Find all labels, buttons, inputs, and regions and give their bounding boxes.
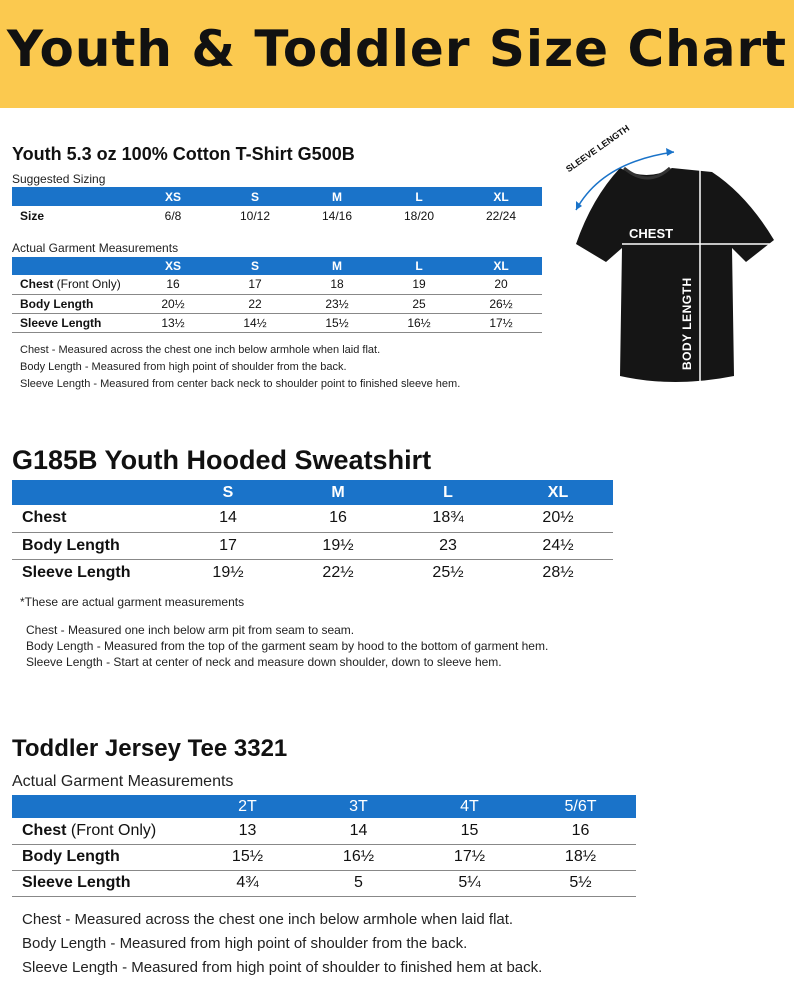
note-body-length: Body Length - Measured from the top of the garment seam by hood to the bottom of garment hem.: [26, 639, 549, 653]
suggested-sizing-table: [12, 187, 542, 226]
body-length-label: BODY LENGTH: [680, 277, 694, 370]
note-sleeve-length: Sleeve Length - Measured from center back neck to shoulder point to finished sleeve hem.: [20, 378, 461, 390]
page-title: Youth & Toddler Size Chart: [6, 20, 788, 78]
size-header: 4T: [414, 795, 525, 818]
toddler-title: Toddler Jersey Tee 3321: [12, 735, 288, 762]
table-cell: 13: [192, 818, 303, 844]
table-cell: 18/20: [403, 209, 435, 223]
size-header: M: [296, 257, 378, 275]
toddler-actual-label: Actual Garment Measurements: [12, 773, 234, 790]
tshirt-title: Youth 5.3 oz 100% Cotton T-Shirt G500B: [12, 144, 355, 164]
row-label: [12, 818, 192, 844]
row-label: Size: [20, 209, 45, 223]
table-cell: 24½: [503, 532, 613, 559]
chest-label: CHEST: [629, 226, 674, 241]
note-chest: Chest - Measured across the chest one inch below armhole when laid flat.: [20, 344, 381, 356]
table-row: [12, 532, 613, 559]
note-sleeve-length: Sleeve Length - Start at center of neck and measure down shoulder, down to sleeve hem.: [26, 655, 502, 669]
size-header: S: [214, 187, 296, 206]
size-header: L: [378, 187, 460, 206]
table-row: [12, 294, 542, 313]
hoodie-measurements-table: [12, 480, 613, 586]
hoodie-title: G185B Youth Hooded Sweatshirt: [12, 445, 432, 475]
row-label-text: Chest: [20, 277, 54, 292]
table-cell: 20½: [503, 505, 613, 532]
note-body-length: Body Length - Measured from high point of shoulder from the back.: [22, 935, 468, 952]
row-label: Body Length: [12, 294, 132, 313]
table-cell: 5½: [525, 870, 636, 896]
row-label: Sleeve Length: [12, 870, 192, 896]
table-row: [12, 559, 613, 586]
table-row: [12, 818, 636, 844]
table-cell: 16½: [378, 313, 460, 332]
size-header-row: [12, 187, 542, 206]
table-row: [12, 313, 542, 332]
size-header: S: [214, 257, 296, 275]
hoodie-notes: [26, 622, 548, 670]
table-cell: 18½: [525, 844, 636, 870]
table-cell: 18: [296, 275, 378, 294]
row-label: Chest: [12, 505, 173, 532]
hoodie-footnote: *These are actual garment measurements: [20, 595, 245, 609]
table-cell: 28½: [542, 563, 574, 581]
size-header: S: [173, 480, 283, 505]
size-header: 2T: [192, 795, 303, 818]
size-header: XL: [460, 257, 542, 275]
table-cell: 6/8: [164, 209, 182, 223]
table-cell: 14/16: [321, 209, 353, 223]
table-row: [12, 844, 636, 870]
table-cell: 23: [393, 532, 503, 559]
row-label: Body Length: [12, 844, 192, 870]
table-row: [12, 505, 613, 532]
table-cell: 5: [303, 870, 414, 896]
toddler-notes: [22, 908, 542, 980]
row-label-suffix: (Front Only): [53, 277, 121, 292]
table-cell: 4¾: [192, 870, 303, 896]
row-label: Sleeve Length: [22, 563, 131, 581]
table-cell: 17: [214, 275, 296, 294]
table-cell: 15: [414, 818, 525, 844]
table-cell: 14: [303, 818, 414, 844]
size-header-row: [12, 795, 636, 818]
tshirt-measurements-table: [12, 257, 542, 333]
note-sleeve-length: Sleeve Length - Measured from high point of shoulder to finished hem at back.: [22, 959, 543, 976]
row-label-text: Chest: [22, 821, 67, 839]
table-cell: 19: [378, 275, 460, 294]
note-body-length: Body Length - Measured from high point of shoulder from the back.: [20, 361, 347, 373]
table-cell: 14: [173, 505, 283, 532]
size-header: XL: [503, 480, 613, 505]
row-label: Body Length: [12, 532, 173, 559]
size-header: L: [378, 257, 460, 275]
table-cell: 5¼: [414, 870, 525, 896]
table-cell: 22: [214, 294, 296, 313]
toddler-measurements-table: [12, 795, 636, 897]
tshirt-notes: [20, 342, 460, 393]
table-row: [12, 206, 542, 226]
table-row: [12, 870, 636, 896]
table-cell: 15½: [296, 313, 378, 332]
table-cell: 19½: [283, 532, 393, 559]
table-cell: 22½: [322, 563, 354, 581]
table-cell: 20½: [132, 294, 214, 313]
size-header: 5/6T: [525, 795, 636, 818]
suggested-sizing-label: Suggested Sizing: [12, 172, 106, 186]
size-header: M: [296, 187, 378, 206]
size-header: XS: [132, 257, 214, 275]
table-cell: 10/12: [239, 209, 271, 223]
tshirt-diagram: [562, 122, 784, 390]
row-label: [12, 275, 132, 294]
table-cell: 26½: [460, 294, 542, 313]
size-header: L: [393, 480, 503, 505]
table-cell: 17: [173, 532, 283, 559]
table-row: [12, 275, 542, 294]
row-label-suffix: (Front Only): [66, 821, 157, 839]
table-cell: 20: [460, 275, 542, 294]
table-cell: 16: [132, 275, 214, 294]
row-label: Sleeve Length: [12, 313, 132, 332]
size-header-row: [12, 480, 613, 505]
size-header: XS: [132, 187, 214, 206]
table-cell: 18¾: [393, 505, 503, 532]
note-chest: Chest - Measured one inch below arm pit from seam to seam.: [26, 623, 355, 637]
size-header: XL: [460, 187, 542, 206]
sleeve-length-label: SLEEVE LENGTH: [564, 122, 632, 175]
table-cell: 16½: [303, 844, 414, 870]
table-cell: 23½: [296, 294, 378, 313]
note-chest: Chest - Measured across the chest one inch below armhole when laid flat.: [22, 911, 514, 928]
size-header-row: [12, 257, 542, 275]
table-cell: 25½: [432, 563, 464, 581]
table-cell: 17½: [414, 844, 525, 870]
table-cell: 13½: [132, 313, 214, 332]
table-cell: 16: [283, 505, 393, 532]
title-banner: [0, 0, 794, 108]
size-header: 3T: [303, 795, 414, 818]
table-cell: 15½: [192, 844, 303, 870]
actual-measurements-label: Actual Garment Measurements: [12, 241, 179, 255]
table-cell: 17½: [460, 313, 542, 332]
table-cell: 14½: [214, 313, 296, 332]
table-cell: 16: [525, 818, 636, 844]
size-header: M: [283, 480, 393, 505]
table-cell: 19½: [212, 563, 244, 581]
sleeve-length-marker: [564, 122, 678, 214]
table-cell: 22/24: [485, 209, 517, 223]
table-cell: 25: [378, 294, 460, 313]
